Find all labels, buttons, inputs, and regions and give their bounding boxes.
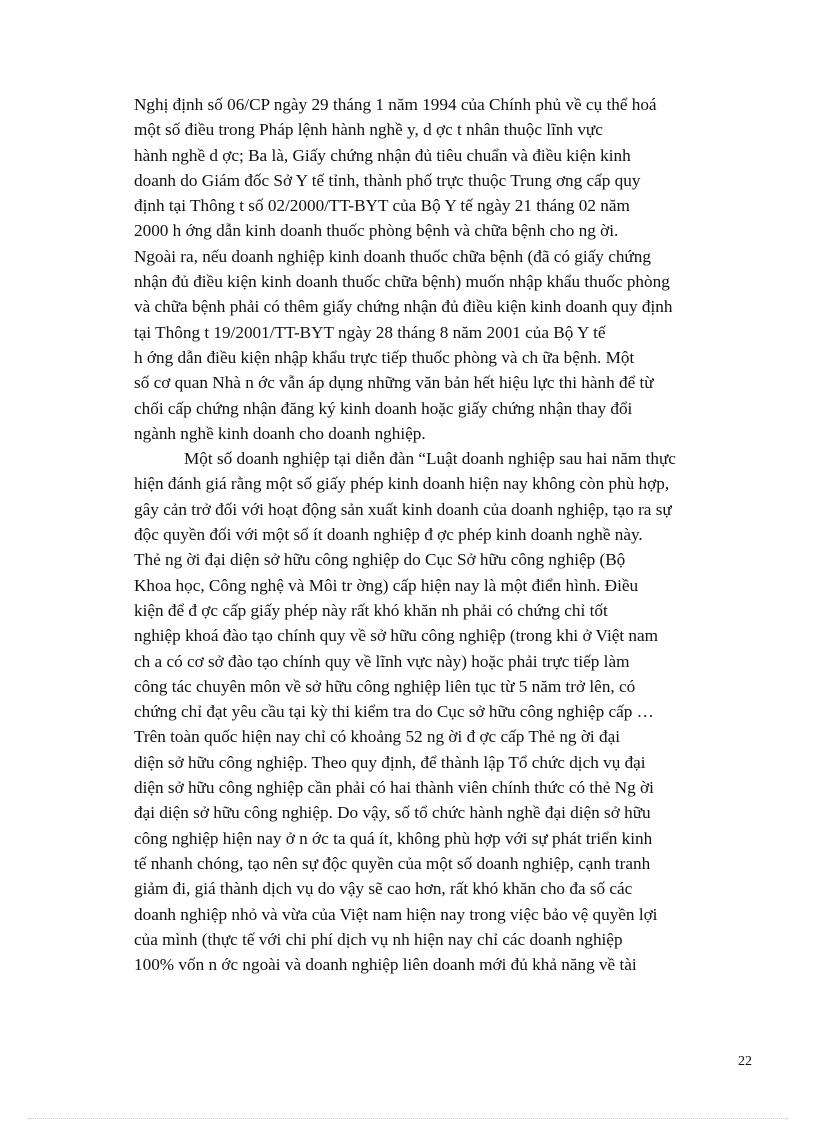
text-line: số cơ quan Nhà n ớc vẫn áp dụng những văn bản hết hiệu lực thi hành để từ: [134, 373, 654, 393]
text-line: nghiệp khoá đào tạo chính quy về sở hữu công nghiệp (trong khi ở Việt nam: [134, 626, 659, 646]
text-line: độc quyền đối với một số ít doanh nghiệp đ ợc phép kinh doanh nghề này.: [134, 525, 643, 545]
text-line: tại Thông t 19/2001/TT-BYT ngày 28 tháng 8 năm 2001 của Bộ Y tế: [134, 322, 606, 342]
text-line: 2000 h ớng dẫn kinh doanh thuốc phòng bệnh và chữa bệnh cho ng ời.: [134, 221, 619, 241]
text-line: Thẻ ng ời đại diện sở hữu công nghiệp do Cục Sở hữu công nghiệp (Bộ: [134, 550, 626, 570]
text-line: và chữa bệnh phải có thêm giấy chứng nhận đủ điều kiện kinh doanh quy định: [134, 297, 673, 317]
text-line: công tác chuyên môn về sở hữu công nghiệp liên tục từ 5 năm trở lên, có: [134, 676, 636, 696]
text-line: h ớng dẫn điều kiện nhập khẩu trực tiếp thuốc phòng và ch ữa bệnh. Một: [134, 347, 635, 367]
text-line: diện sở hữu công nghiệp. Theo quy định, để thành lập Tổ chức dịch vụ đại: [134, 752, 646, 772]
text-line: gây cản trở đối với hoạt động sản xuất kinh doanh của doanh nghiệp, tạo ra sự: [134, 499, 672, 519]
text-line: chối cấp chứng nhận đăng ký kinh doanh hoặc giấy chứng nhận thay đổi: [134, 398, 633, 418]
text-line: ch a có cơ sở đào tạo chính quy về lĩnh vực này) hoặc phải trực tiếp làm: [134, 651, 630, 671]
body-text: [134, 92, 754, 977]
text-line: công nghiệp hiện nay ở n ớc ta quá ít, không phù hợp với sự phát triển kinh: [134, 828, 653, 848]
text-line: đại diện sở hữu công nghiệp. Do vậy, số tổ chức hành nghề đại diện sở hữu: [134, 803, 651, 823]
text-line: Khoa học, Công nghệ và Môi tr ờng) cấp hiện nay là một điển hình. Điều: [134, 575, 639, 595]
text-line: định tại Thông t số 02/2000/TT-BYT của Bộ Y tế ngày 21 tháng 02 năm: [134, 196, 630, 216]
text-line: một số điều trong Pháp lệnh hành nghề y, d ợc t nhân thuộc lĩnh vực: [134, 120, 603, 140]
text-line: nhận đủ điều kiện kinh doanh thuốc chữa bệnh) muốn nhập khẩu thuốc phòng: [134, 272, 670, 292]
text-line: giảm đi, giá thành dịch vụ do vậy sẽ cao hơn, rất khó khăn cho đa số các: [134, 879, 633, 899]
paragraph-first-line: Một số doanh nghiệp tại diễn đàn “Luật doanh nghiệp sau hai năm thực: [184, 449, 676, 469]
text-line: Ngoài ra, nếu doanh nghiệp kinh doanh thuốc chữa bệnh (đã có giấy chứng: [134, 246, 651, 266]
text-line: kiện để đ ợc cấp giấy phép này rất khó khăn nh phải có chứng chỉ tốt: [134, 600, 608, 620]
text-line: hiện đánh giá rằng một số giấy phép kinh doanh hiện nay không còn phù hợp,: [134, 474, 670, 494]
text-line: diện sở hữu công nghiệp cần phải có hai thành viên chính thức có thẻ Ng ời: [134, 778, 654, 798]
page-bottom-divider: [28, 1118, 788, 1119]
text-line: hành nghề d ợc; Ba là, Giấy chứng nhận đủ tiêu chuẩn và điều kiện kinh: [134, 145, 631, 165]
text-line: chứng chỉ đạt yêu cầu tại kỳ thi kiểm tra do Cục sở hữu công nghiệp cấp …: [134, 702, 654, 722]
text-line: ngành nghề kinh doanh cho doanh nghiệp.: [134, 423, 426, 443]
page-number: 22: [738, 1054, 752, 1069]
text-line: 100% vốn n ớc ngoài và doanh nghiệp liên doanh mới đủ khả năng về tài: [134, 955, 637, 975]
text-line: của mình (thực tế với chi phí dịch vụ nh hiện nay chỉ các doanh nghiệp: [134, 929, 623, 949]
text-line: doanh nghiệp nhỏ và vừa của Việt nam hiện nay trong việc bảo vệ quyền lợi: [134, 904, 658, 924]
text-line: tế nhanh chóng, tạo nên sự độc quyền của một số doanh nghiệp, cạnh tranh: [134, 853, 651, 873]
text-line: doanh do Giám đốc Sở Y tế tỉnh, thành phố trực thuộc Trung ơng cấp quy: [134, 170, 641, 190]
text-line: Trên toàn quốc hiện nay chỉ có khoảng 52 ng ời đ ợc cấp Thẻ ng ời đại: [134, 727, 620, 747]
text-line: Nghị định số 06/CP ngày 29 tháng 1 năm 1994 của Chính phủ về cụ thể hoá: [134, 95, 657, 114]
